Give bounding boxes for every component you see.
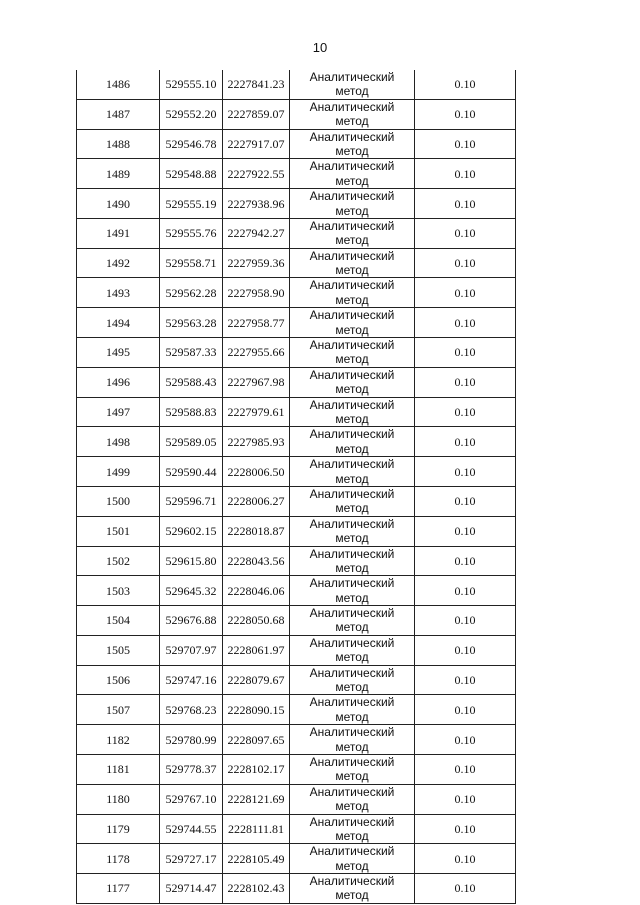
method-line-1: Аналитический bbox=[309, 606, 395, 621]
table-row bbox=[77, 70, 516, 99]
method-cell bbox=[290, 665, 415, 695]
method-line-2: метод bbox=[335, 858, 369, 873]
y-coordinate-cell: 2228046.06 bbox=[223, 576, 290, 606]
y-coordinate-cell: 2228043.56 bbox=[223, 546, 290, 576]
y-coordinate-cell: 2227985.93 bbox=[223, 427, 290, 457]
y-coordinate-cell: 2227942.27 bbox=[223, 218, 290, 248]
y-coordinate-cell: 2227841.23 bbox=[223, 70, 290, 99]
method-line-2: метод bbox=[335, 173, 369, 188]
point-number-cell: 1499 bbox=[77, 457, 160, 487]
y-coordinate-cell: 2227859.07 bbox=[223, 99, 290, 129]
point-number-cell: 1498 bbox=[77, 427, 160, 457]
method-line-1: Аналитический bbox=[309, 308, 395, 323]
x-coordinate-cell: 529615.80 bbox=[160, 546, 223, 576]
point-number-cell: 1507 bbox=[77, 695, 160, 725]
method-line-2: метод bbox=[335, 799, 369, 814]
accuracy-cell: 0.10 bbox=[415, 338, 516, 368]
method-line-1: Аналитический bbox=[309, 844, 395, 859]
method-line-2: метод bbox=[335, 411, 369, 426]
point-number-cell: 1182 bbox=[77, 725, 160, 755]
point-number-cell: 1503 bbox=[77, 576, 160, 606]
table-row bbox=[77, 129, 516, 159]
y-coordinate-cell: 2228006.27 bbox=[223, 486, 290, 516]
method-line-1: Аналитический bbox=[309, 99, 395, 114]
y-coordinate-cell: 2228061.97 bbox=[223, 635, 290, 665]
x-coordinate-cell: 529767.10 bbox=[160, 784, 223, 814]
y-coordinate-cell: 2228079.67 bbox=[223, 665, 290, 695]
accuracy-cell: 0.10 bbox=[415, 784, 516, 814]
point-number-cell: 1491 bbox=[77, 218, 160, 248]
y-coordinate-cell: 2228121.69 bbox=[223, 784, 290, 814]
y-coordinate-cell: 2227959.36 bbox=[223, 248, 290, 278]
method-line-1: Аналитический bbox=[309, 814, 395, 829]
method-cell bbox=[290, 159, 415, 189]
y-coordinate-cell: 2227922.55 bbox=[223, 159, 290, 189]
point-number-cell: 1492 bbox=[77, 248, 160, 278]
method-line-1: Аналитический bbox=[309, 159, 395, 174]
method-line-1: Аналитический bbox=[309, 70, 395, 84]
method-line-2: метод bbox=[335, 590, 369, 605]
x-coordinate-cell: 529548.88 bbox=[160, 159, 223, 189]
method-line-2: метод bbox=[335, 292, 369, 307]
table-row bbox=[77, 695, 516, 725]
accuracy-cell: 0.10 bbox=[415, 635, 516, 665]
x-coordinate-cell: 529768.23 bbox=[160, 695, 223, 725]
method-line-2: метод bbox=[335, 263, 369, 278]
accuracy-cell: 0.10 bbox=[415, 159, 516, 189]
x-coordinate-cell: 529780.99 bbox=[160, 725, 223, 755]
point-number-cell: 1178 bbox=[77, 844, 160, 874]
table-row bbox=[77, 367, 516, 397]
y-coordinate-cell: 2228097.65 bbox=[223, 725, 290, 755]
table-row bbox=[77, 546, 516, 576]
point-number-cell: 1180 bbox=[77, 784, 160, 814]
method-line-2: метод bbox=[335, 203, 369, 218]
method-line-1: Аналитический bbox=[309, 278, 395, 293]
accuracy-cell: 0.10 bbox=[415, 99, 516, 129]
method-line-2: метод bbox=[335, 531, 369, 546]
accuracy-cell: 0.10 bbox=[415, 665, 516, 695]
accuracy-cell: 0.10 bbox=[415, 695, 516, 725]
method-line-2: метод bbox=[335, 233, 369, 248]
accuracy-cell: 0.10 bbox=[415, 546, 516, 576]
point-number-cell: 1501 bbox=[77, 516, 160, 546]
point-number-cell: 1500 bbox=[77, 486, 160, 516]
table-row bbox=[77, 218, 516, 248]
x-coordinate-cell: 529563.28 bbox=[160, 308, 223, 338]
method-cell bbox=[290, 874, 415, 904]
table-row bbox=[77, 754, 516, 784]
method-line-1: Аналитический bbox=[309, 635, 395, 650]
table-row bbox=[77, 784, 516, 814]
method-line-2: метод bbox=[335, 114, 369, 129]
accuracy-cell: 0.10 bbox=[415, 129, 516, 159]
method-cell bbox=[290, 695, 415, 725]
method-line-1: Аналитический bbox=[309, 129, 395, 144]
method-cell bbox=[290, 129, 415, 159]
accuracy-cell: 0.10 bbox=[415, 576, 516, 606]
x-coordinate-cell: 529558.71 bbox=[160, 248, 223, 278]
method-line-2: метод bbox=[335, 620, 369, 635]
y-coordinate-cell: 2228111.81 bbox=[223, 814, 290, 844]
method-cell bbox=[290, 486, 415, 516]
table-row bbox=[77, 486, 516, 516]
method-line-1: Аналитический bbox=[309, 665, 395, 680]
y-coordinate-cell: 2228006.50 bbox=[223, 457, 290, 487]
x-coordinate-cell: 529555.76 bbox=[160, 218, 223, 248]
y-coordinate-cell: 2227958.90 bbox=[223, 278, 290, 308]
x-coordinate-cell: 529555.10 bbox=[160, 70, 223, 99]
accuracy-cell: 0.10 bbox=[415, 486, 516, 516]
table-row bbox=[77, 278, 516, 308]
coordinates-table bbox=[76, 70, 516, 904]
point-number-cell: 1496 bbox=[77, 367, 160, 397]
x-coordinate-cell: 529596.71 bbox=[160, 486, 223, 516]
method-cell bbox=[290, 397, 415, 427]
method-cell bbox=[290, 844, 415, 874]
method-cell bbox=[290, 635, 415, 665]
method-cell bbox=[290, 248, 415, 278]
method-line-2: метод bbox=[335, 352, 369, 367]
table-row bbox=[77, 248, 516, 278]
accuracy-cell: 0.10 bbox=[415, 189, 516, 219]
accuracy-cell: 0.10 bbox=[415, 814, 516, 844]
method-cell bbox=[290, 576, 415, 606]
method-line-1: Аналитический bbox=[309, 546, 395, 561]
y-coordinate-cell: 2227979.61 bbox=[223, 397, 290, 427]
table-row bbox=[77, 844, 516, 874]
method-line-2: метод bbox=[335, 739, 369, 754]
accuracy-cell: 0.10 bbox=[415, 248, 516, 278]
y-coordinate-cell: 2228102.43 bbox=[223, 874, 290, 904]
method-line-1: Аналитический bbox=[309, 695, 395, 710]
y-coordinate-cell: 2227917.07 bbox=[223, 129, 290, 159]
method-cell bbox=[290, 218, 415, 248]
x-coordinate-cell: 529590.44 bbox=[160, 457, 223, 487]
point-number-cell: 1486 bbox=[77, 70, 160, 99]
method-line-1: Аналитический bbox=[309, 754, 395, 769]
x-coordinate-cell: 529588.43 bbox=[160, 367, 223, 397]
point-number-cell: 1494 bbox=[77, 308, 160, 338]
accuracy-cell: 0.10 bbox=[415, 516, 516, 546]
accuracy-cell: 0.10 bbox=[415, 397, 516, 427]
x-coordinate-cell: 529714.47 bbox=[160, 874, 223, 904]
y-coordinate-cell: 2228050.68 bbox=[223, 606, 290, 636]
point-number-cell: 1488 bbox=[77, 129, 160, 159]
y-coordinate-cell: 2228018.87 bbox=[223, 516, 290, 546]
accuracy-cell: 0.10 bbox=[415, 218, 516, 248]
x-coordinate-cell: 529552.20 bbox=[160, 99, 223, 129]
accuracy-cell: 0.10 bbox=[415, 70, 516, 99]
point-number-cell: 1506 bbox=[77, 665, 160, 695]
method-cell bbox=[290, 278, 415, 308]
x-coordinate-cell: 529588.83 bbox=[160, 397, 223, 427]
y-coordinate-cell: 2227958.77 bbox=[223, 308, 290, 338]
accuracy-cell: 0.10 bbox=[415, 754, 516, 784]
method-cell bbox=[290, 784, 415, 814]
accuracy-cell: 0.10 bbox=[415, 308, 516, 338]
x-coordinate-cell: 529778.37 bbox=[160, 754, 223, 784]
method-line-2: метод bbox=[335, 471, 369, 486]
method-line-1: Аналитический bbox=[309, 338, 395, 353]
method-line-1: Аналитический bbox=[309, 427, 395, 442]
accuracy-cell: 0.10 bbox=[415, 457, 516, 487]
x-coordinate-cell: 529589.05 bbox=[160, 427, 223, 457]
table-row bbox=[77, 516, 516, 546]
page-number: 10 bbox=[312, 40, 328, 55]
method-line-1: Аналитический bbox=[309, 367, 395, 382]
method-cell bbox=[290, 546, 415, 576]
point-number-cell: 1181 bbox=[77, 754, 160, 784]
point-number-cell: 1497 bbox=[77, 397, 160, 427]
method-line-2: метод bbox=[335, 501, 369, 516]
method-line-1: Аналитический bbox=[309, 397, 395, 412]
method-cell bbox=[290, 754, 415, 784]
x-coordinate-cell: 529744.55 bbox=[160, 814, 223, 844]
method-cell bbox=[290, 189, 415, 219]
method-cell bbox=[290, 338, 415, 368]
method-line-1: Аналитический bbox=[309, 874, 395, 889]
x-coordinate-cell: 529645.32 bbox=[160, 576, 223, 606]
table-row bbox=[77, 99, 516, 129]
table-row bbox=[77, 665, 516, 695]
x-coordinate-cell: 529727.17 bbox=[160, 844, 223, 874]
accuracy-cell: 0.10 bbox=[415, 606, 516, 636]
coordinates-table-body bbox=[77, 70, 516, 903]
accuracy-cell: 0.10 bbox=[415, 725, 516, 755]
point-number-cell: 1489 bbox=[77, 159, 160, 189]
x-coordinate-cell: 529555.19 bbox=[160, 189, 223, 219]
table-row bbox=[77, 814, 516, 844]
method-line-2: метод bbox=[335, 441, 369, 456]
point-number-cell: 1505 bbox=[77, 635, 160, 665]
x-coordinate-cell: 529676.88 bbox=[160, 606, 223, 636]
method-cell bbox=[290, 606, 415, 636]
table-row bbox=[77, 427, 516, 457]
table-row bbox=[77, 606, 516, 636]
method-line-1: Аналитический bbox=[309, 218, 395, 233]
method-cell bbox=[290, 308, 415, 338]
y-coordinate-cell: 2228105.49 bbox=[223, 844, 290, 874]
method-line-2: метод bbox=[335, 650, 369, 665]
table-row bbox=[77, 725, 516, 755]
method-line-2: метод bbox=[335, 322, 369, 337]
x-coordinate-cell: 529602.15 bbox=[160, 516, 223, 546]
method-cell bbox=[290, 427, 415, 457]
point-number-cell: 1490 bbox=[77, 189, 160, 219]
y-coordinate-cell: 2228090.15 bbox=[223, 695, 290, 725]
point-number-cell: 1502 bbox=[77, 546, 160, 576]
point-number-cell: 1493 bbox=[77, 278, 160, 308]
table-row bbox=[77, 308, 516, 338]
method-line-1: Аналитический bbox=[309, 189, 395, 204]
method-line-2: метод bbox=[335, 828, 369, 843]
method-cell bbox=[290, 70, 415, 99]
x-coordinate-cell: 529562.28 bbox=[160, 278, 223, 308]
x-coordinate-cell: 529587.33 bbox=[160, 338, 223, 368]
point-number-cell: 1177 bbox=[77, 874, 160, 904]
method-line-1: Аналитический bbox=[309, 457, 395, 472]
method-line-1: Аналитический bbox=[309, 486, 395, 501]
table-row bbox=[77, 576, 516, 606]
table-row bbox=[77, 338, 516, 368]
method-cell bbox=[290, 457, 415, 487]
y-coordinate-cell: 2227967.98 bbox=[223, 367, 290, 397]
method-line-2: метод bbox=[335, 560, 369, 575]
table-row bbox=[77, 397, 516, 427]
point-number-cell: 1504 bbox=[77, 606, 160, 636]
method-line-2: метод bbox=[335, 143, 369, 158]
x-coordinate-cell: 529546.78 bbox=[160, 129, 223, 159]
table-row bbox=[77, 635, 516, 665]
method-cell bbox=[290, 725, 415, 755]
method-cell bbox=[290, 814, 415, 844]
y-coordinate-cell: 2227938.96 bbox=[223, 189, 290, 219]
point-number-cell: 1495 bbox=[77, 338, 160, 368]
y-coordinate-cell: 2228102.17 bbox=[223, 754, 290, 784]
method-line-1: Аналитический bbox=[309, 725, 395, 740]
method-cell bbox=[290, 367, 415, 397]
y-coordinate-cell: 2227955.66 bbox=[223, 338, 290, 368]
method-line-2: метод bbox=[335, 888, 369, 903]
point-number-cell: 1487 bbox=[77, 99, 160, 129]
method-cell bbox=[290, 99, 415, 129]
table-row bbox=[77, 874, 516, 904]
method-line-1: Аналитический bbox=[309, 576, 395, 591]
method-line-1: Аналитический bbox=[309, 784, 395, 799]
accuracy-cell: 0.10 bbox=[415, 367, 516, 397]
table-row bbox=[77, 189, 516, 219]
accuracy-cell: 0.10 bbox=[415, 278, 516, 308]
accuracy-cell: 0.10 bbox=[415, 427, 516, 457]
accuracy-cell: 0.10 bbox=[415, 844, 516, 874]
method-cell bbox=[290, 516, 415, 546]
table-row bbox=[77, 457, 516, 487]
method-line-2: метод bbox=[335, 680, 369, 695]
method-line-1: Аналитический bbox=[309, 516, 395, 531]
method-line-2: метод bbox=[335, 709, 369, 724]
accuracy-cell: 0.10 bbox=[415, 874, 516, 904]
x-coordinate-cell: 529747.16 bbox=[160, 665, 223, 695]
x-coordinate-cell: 529707.97 bbox=[160, 635, 223, 665]
table-row bbox=[77, 159, 516, 189]
method-line-1: Аналитический bbox=[309, 248, 395, 263]
method-line-2: метод bbox=[335, 769, 369, 784]
point-number-cell: 1179 bbox=[77, 814, 160, 844]
method-line-2: метод bbox=[335, 382, 369, 397]
method-line-2: метод bbox=[335, 84, 369, 99]
